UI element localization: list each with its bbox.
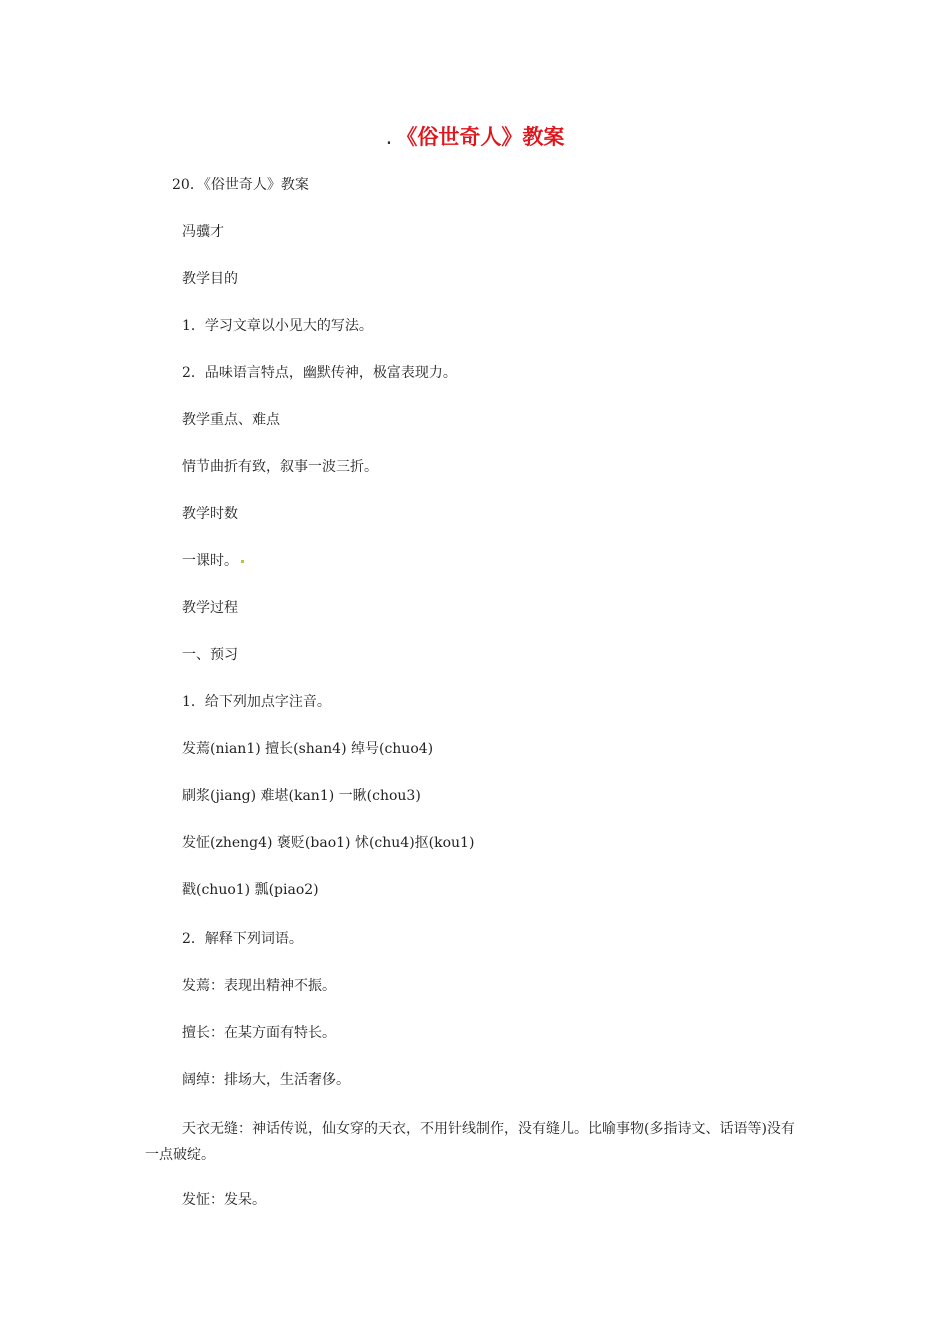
definition-line: 阔绰：排场大，生活奢侈。 [182, 1072, 350, 1088]
definition-paragraph: 天衣无缝：神话传说，仙女穿的天衣，不用针线制作，没有缝儿。比喻事物(多指诗文、话语等)没有一点破绽。 [145, 1121, 795, 1163]
section-heading: 一、预习 [182, 647, 238, 663]
speck-mark [241, 560, 244, 563]
definition-line: 擅长：在某方面有特长。 [182, 1025, 336, 1041]
section-heading: 教学过程 [182, 600, 238, 616]
list-item: 1．学习文章以小见大的写法。 [182, 318, 373, 334]
lesson-heading: 20．《俗世奇人》教案 [172, 177, 309, 193]
paragraph: 情节曲折有致，叙事一波三折。 [182, 459, 378, 475]
paragraph [182, 551, 244, 571]
title-text: 《俗世奇人》教案 [396, 125, 565, 149]
author-line: 冯骥才 [182, 224, 224, 240]
section-heading: 教学重点、难点 [182, 412, 280, 428]
definition-line: 发蔫：表现出精神不振。 [182, 978, 336, 994]
pinyin-line: 发怔(zheng4) 褒贬(bao1) 怵(chu4)抠(kou1) [182, 835, 475, 851]
list-item: 1．给下列加点字注音。 [182, 694, 331, 710]
pinyin-line: 刷浆(jiang) 难堪(kan1) 一瞅(chou3) [182, 788, 421, 804]
paragraph-text: 一课时。 [182, 553, 238, 569]
section-heading: 教学时数 [182, 506, 238, 522]
document-title [0, 122, 950, 152]
list-item: 2．品味语言特点，幽默传神，极富表现力。 [182, 365, 457, 381]
section-heading: 教学目的 [182, 271, 238, 287]
title-prefix: . [385, 125, 393, 149]
pinyin-line: 戳(chuo1) 瓢(piao2) [182, 882, 319, 898]
pinyin-line: 发蔫(nian1) 擅长(shan4) 绰号(chuo4) [182, 741, 434, 757]
list-item: 2．解释下列词语。 [182, 931, 303, 947]
definition-line: 发怔：发呆。 [182, 1192, 266, 1208]
